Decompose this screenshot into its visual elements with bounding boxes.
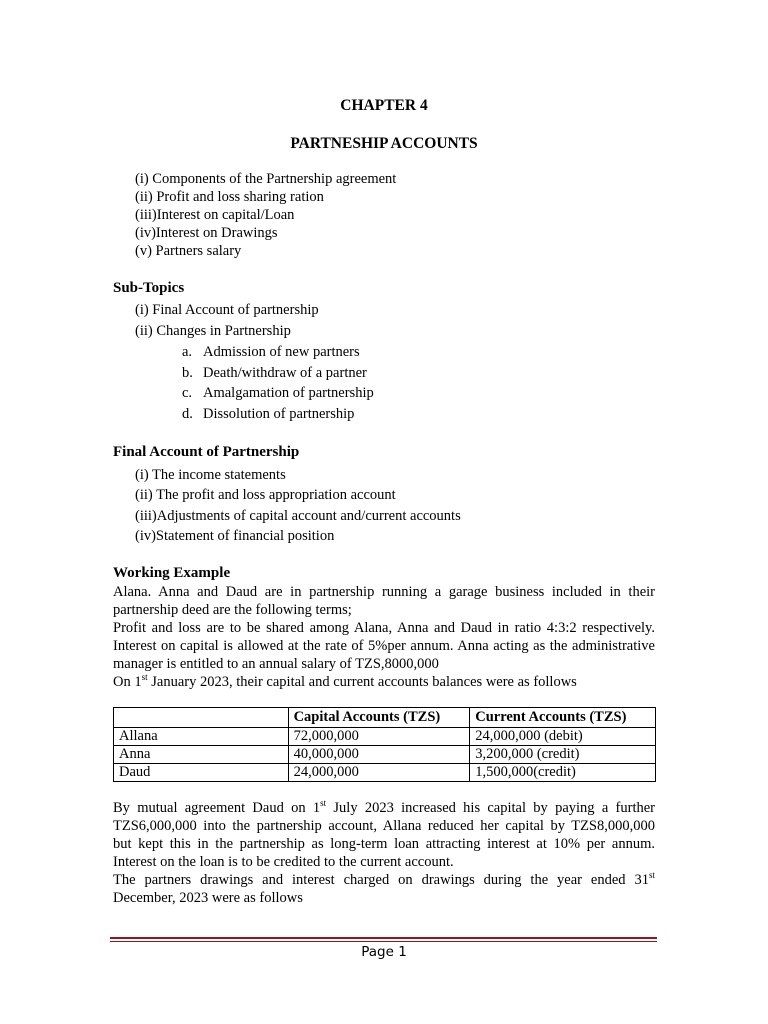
final-account-heading: Final Account of Partnership [113, 444, 300, 460]
paragraph-line [113, 673, 655, 691]
paragraph-line: Profit and loss are to be shared among Alana, Anna and Daud in ratio 4:3:2 respectively. [113, 620, 655, 636]
list-item [182, 342, 374, 363]
superscript: st [648, 870, 655, 881]
paragraph-line: December, 2023 were as follows [113, 890, 303, 906]
text-run: On 1 [113, 674, 142, 690]
list-item: (i) Components of the Partnership agreement [135, 171, 397, 187]
list-item-text: Dissolution of partnership [203, 405, 355, 422]
list-item: (i) The income statements [135, 467, 286, 483]
paragraph-line: TZS6,000,000 into the partnership account, Allana reduced her capital by TZS8,000,000 [113, 818, 655, 834]
table-cell: 1,500,000(credit) [470, 764, 656, 782]
list-item: (ii) Changes in Partnership [135, 322, 291, 339]
list-item-text: Admission of new partners [203, 344, 360, 360]
chapter-heading: CHAPTER 4 [340, 97, 428, 114]
paragraph-line: but kept this in the partnership as long-term loan attracting interest at 10% per annum. [113, 836, 655, 852]
list-marker: c. [182, 385, 193, 401]
text-run: January 2023, their capital and current accounts balances were as follows [147, 674, 577, 690]
footer-rule-thin [110, 941, 657, 942]
paragraph-line: manager is entitled to an annual salary of TZS,8000,000 [113, 656, 439, 672]
table-header-row [114, 708, 656, 728]
balances-table [113, 707, 656, 782]
table-header-cell [114, 708, 289, 728]
text-run: The partners drawings and interest charged on drawings during the year ended 31 [113, 872, 649, 888]
list-item: (iii)Adjustments of capital account and/current accounts [135, 507, 461, 524]
table-cell: 24,000,000 [288, 764, 470, 782]
superscript: st [320, 798, 327, 809]
list-item: (iii)Interest on capital/Loan [135, 207, 295, 223]
list-item [182, 404, 374, 425]
list-item [182, 363, 374, 384]
paragraph-line [113, 799, 655, 817]
text-run: July 2023 increased his capital by paying a further [326, 800, 655, 816]
list-item: (ii) Profit and loss sharing ration [135, 189, 324, 205]
table-header-cell: Current Accounts (TZS) [470, 708, 656, 728]
list-item: (i) Final Account of partnership [135, 302, 319, 318]
table-cell: Daud [114, 764, 289, 782]
final-account-list [135, 465, 461, 546]
subtopics-heading: Sub-Topics [113, 280, 185, 296]
table-cell: 72,000,000 [288, 728, 470, 746]
paragraph-line: partnership deed are the following terms; [113, 602, 352, 618]
table-row [114, 728, 656, 746]
topics-list [135, 170, 396, 260]
table-row [114, 764, 656, 782]
list-marker: b. [182, 364, 193, 381]
list-item: (v) Partners salary [135, 243, 242, 259]
list-marker: d. [182, 405, 193, 422]
list-item-text: Death/withdraw of a partner [203, 364, 367, 381]
subtopics-list [135, 300, 319, 341]
working-example-heading: Working Example [113, 565, 231, 581]
superscript: st [141, 672, 148, 683]
agreement-paragraph [113, 799, 655, 907]
paragraph-line: Interest on the loan is to be credited to the current account. [113, 854, 454, 870]
paragraph-line [113, 871, 655, 889]
table-header-cell: Capital Accounts (TZS) [288, 708, 470, 728]
list-item: (ii) The profit and loss appropriation account [135, 487, 396, 504]
page-title: PARTNESHIP ACCOUNTS [290, 135, 478, 152]
table-row [114, 746, 656, 764]
list-item: (iv)Interest on Drawings [135, 225, 278, 241]
table-cell: 24,000,000 (debit) [470, 728, 656, 746]
working-example-paragraph [113, 583, 655, 691]
paragraph-line: Interest on capital is allowed at the rate of 5%per annum. Anna acting as the administrative [113, 638, 655, 654]
table-cell: 3,200,000 (credit) [470, 746, 656, 764]
text-run: By mutual agreement Daud on 1 [113, 800, 321, 816]
list-marker: a. [182, 344, 193, 360]
list-item [182, 383, 374, 404]
page-number: Page 1 [361, 944, 407, 960]
list-item: (iv)Statement of financial position [135, 527, 335, 544]
footer-rule [110, 937, 657, 939]
table-cell: Anna [114, 746, 289, 764]
list-item-text: Amalgamation of partnership [203, 385, 374, 401]
paragraph-line: Alana. Anna and Daud are in partnership running a garage business included in their [113, 584, 655, 600]
changes-list [182, 342, 374, 424]
table-cell: 40,000,000 [288, 746, 470, 764]
table-cell: Allana [114, 728, 289, 746]
